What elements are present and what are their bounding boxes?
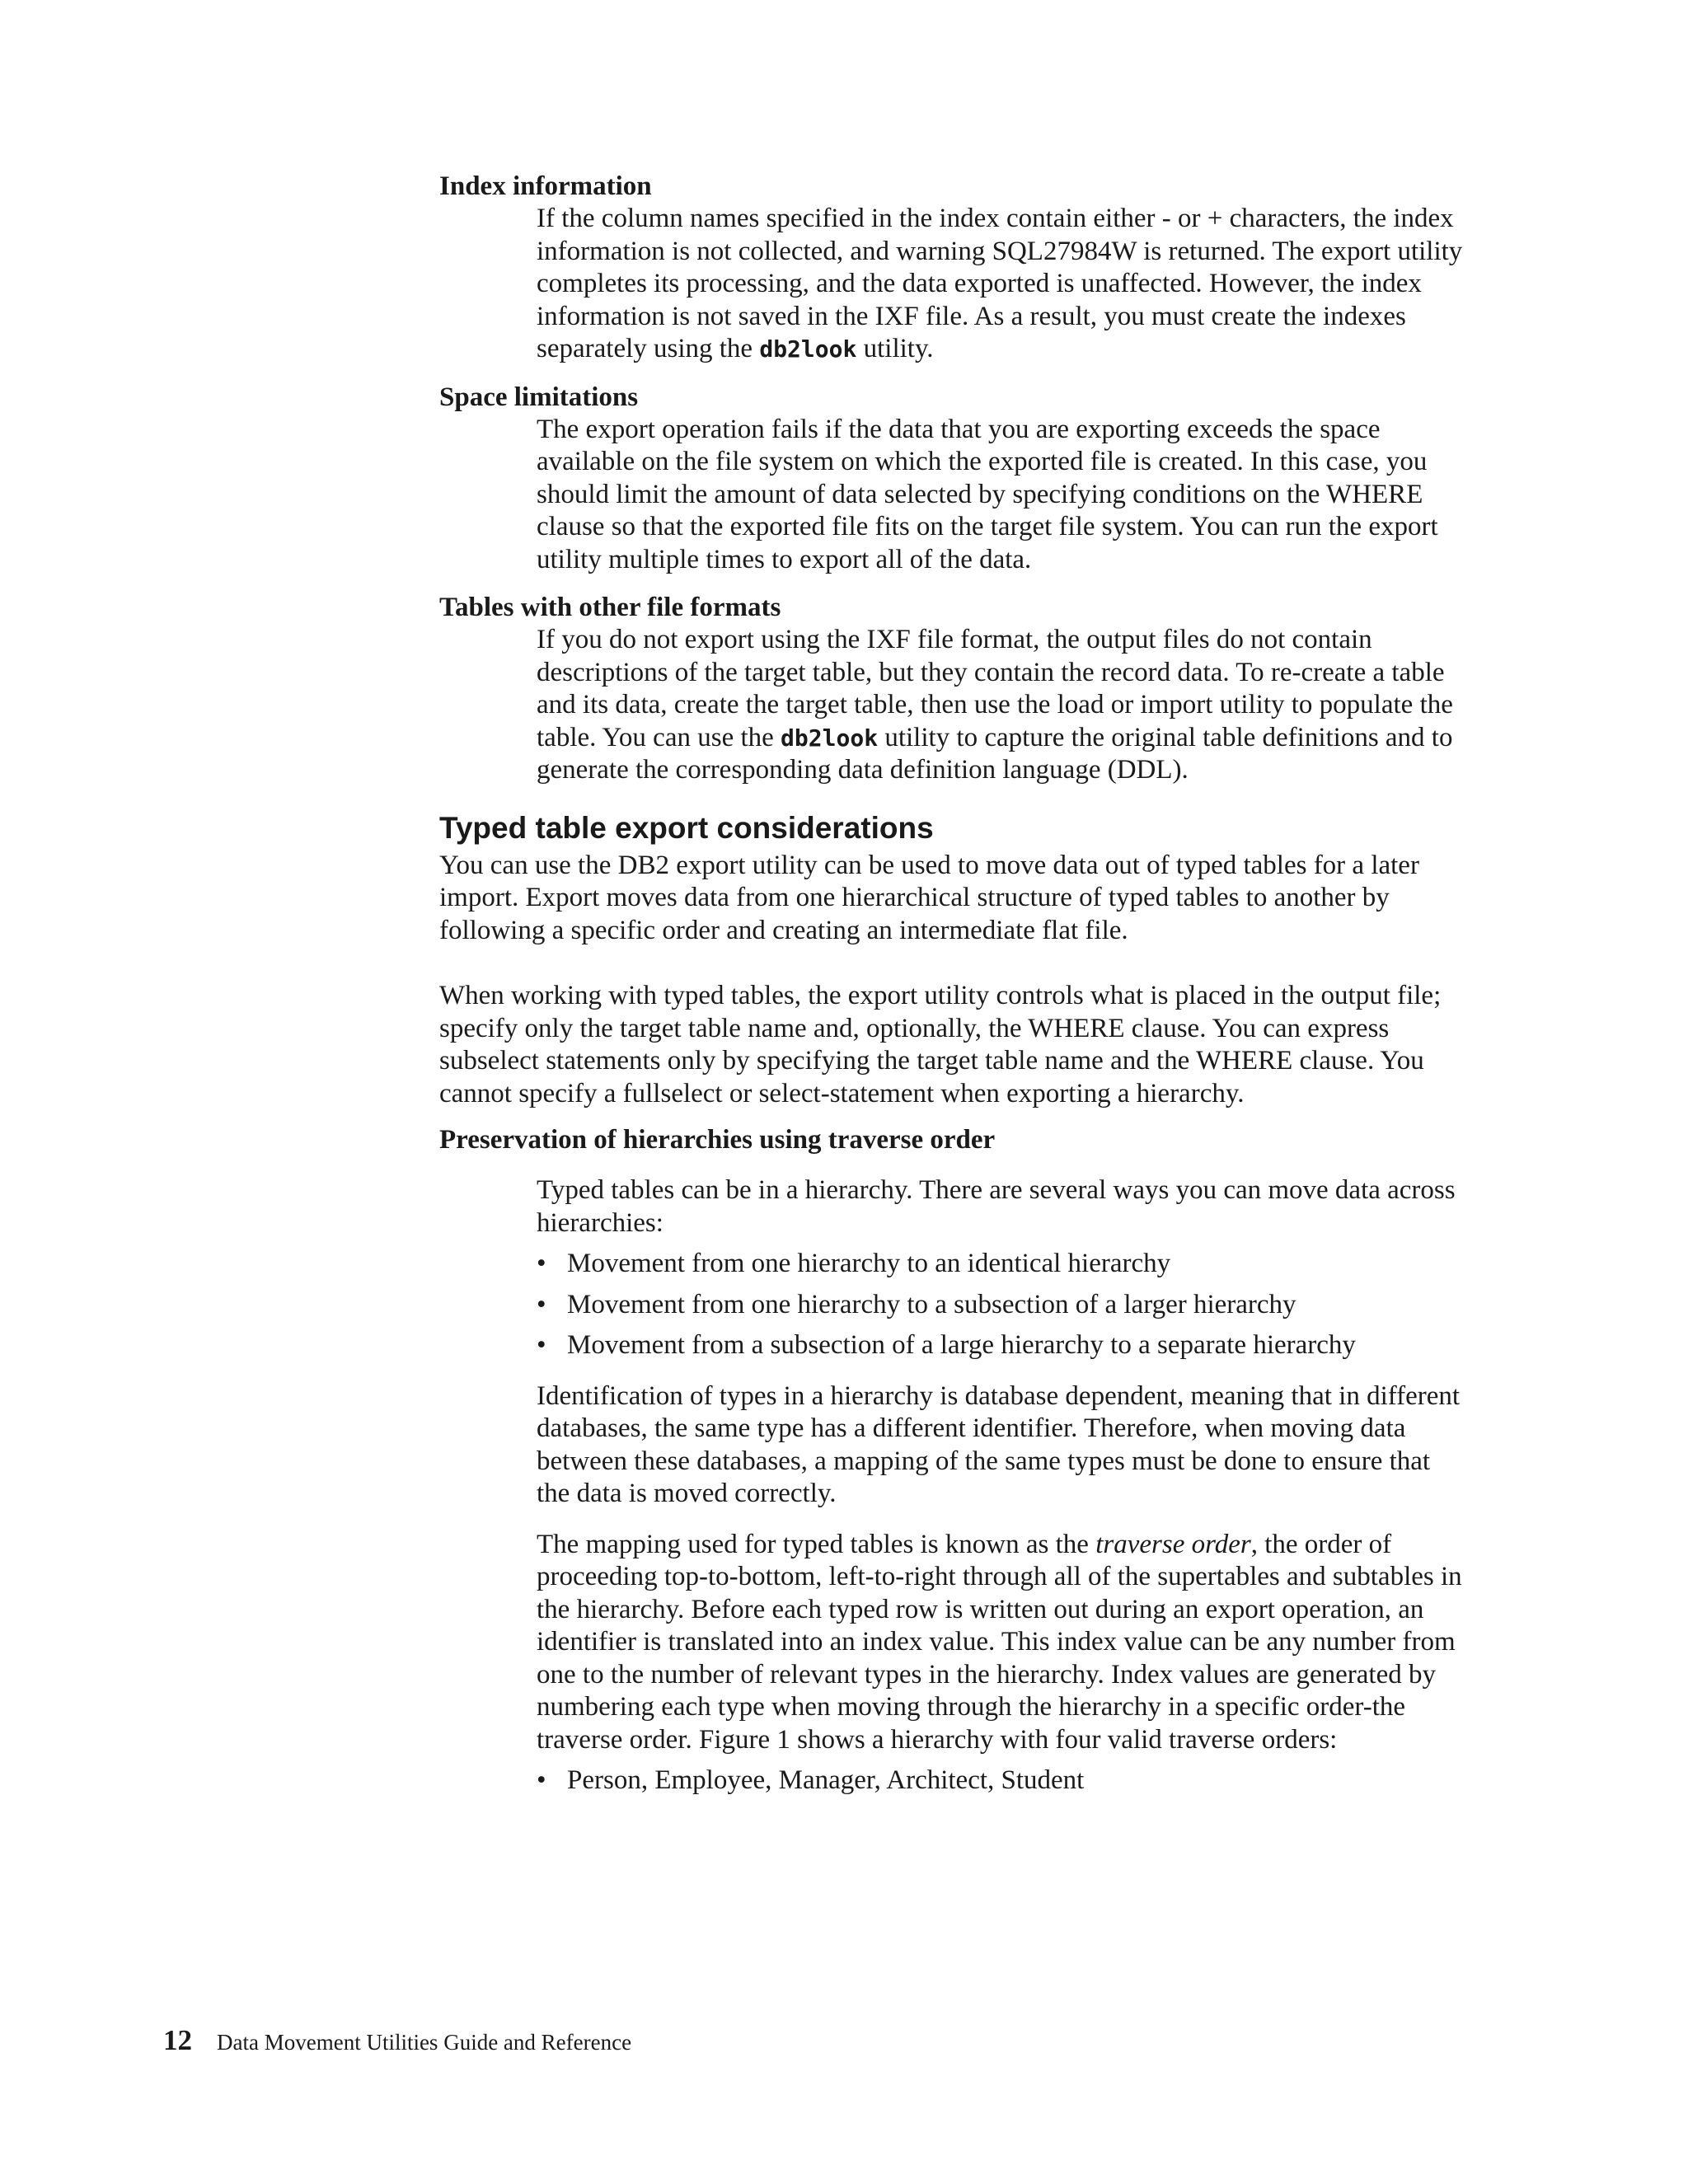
bullet-list bbox=[537, 1248, 1470, 1362]
command-db2look: db2look bbox=[781, 724, 879, 752]
term-index-information: Index information bbox=[439, 171, 652, 201]
text-run: The export operation fails if the data that you are exporting exceeds the space available on the file system on which the exported file is created. In this case, you should limit the amount of data selected by specifying conditions on the WHERE clause so that the exported file fits on the target file system. You can run the export utility multiple times to export all of the data. bbox=[537, 414, 1438, 574]
page-footer bbox=[163, 2024, 631, 2059]
text-run: The mapping used for typed tables is known as the bbox=[537, 1529, 1096, 1559]
list-item: • Movement from one hierarchy to an identical hierarchy bbox=[537, 1248, 1470, 1281]
term-other-file-formats: Tables with other file formats bbox=[439, 593, 781, 622]
list-item: • Movement from one hierarchy to a subsection of a larger hierarchy bbox=[537, 1289, 1470, 1322]
text-run: utility to capture the original table definitions and to generate the corresponding data definition language (DDL). bbox=[537, 722, 1453, 785]
bullet-list bbox=[537, 1765, 1470, 1797]
text-run: , the order of proceeding top-to-bottom, left-to-right through all of the supertables and subtables in the hierarchy. Before each typed row is written out during an export operation, an identifier is translated into an index value. This index value can be any number from one to the number of relevant types in the hierarchy. Index values are generated by numbering each type when moving through the hierarchy in a specific order-the traverse order. Figure 1 shows a hierarchy with four valid traverse orders: bbox=[537, 1529, 1462, 1755]
subsection-paragraph bbox=[537, 1529, 1470, 1757]
list-item: • Movement from a subsection of a large hierarchy to a separate hierarchy bbox=[537, 1329, 1470, 1362]
page-content bbox=[439, 170, 1470, 1806]
italic-term: traverse order bbox=[1095, 1529, 1251, 1559]
text-run: If the column names specified in the index contain either - or + characters, the index information is not collected, and warning SQL27984W is returned. The export utility completes its processing, and the data exported is unaffected. However, the index information is not saved in the IXF file. As a result, you must create the indexes separately using the bbox=[537, 204, 1463, 363]
subsection-intro: Typed tables can be in a hierarchy. There are several ways you can move data across hierarchies: bbox=[537, 1175, 1456, 1238]
command-db2look: db2look bbox=[759, 335, 857, 363]
subsection-body bbox=[537, 1174, 1470, 1797]
page-number: 12 bbox=[163, 2024, 192, 2056]
body-paragraph: You can use the DB2 export utility can be used to move data out of typed tables for a later import. Export moves data from one hierarchical structure of typed tables to another by following a specific order and creating an intermediate flat file. bbox=[439, 850, 1419, 945]
subheading: Preservation of hierarchies using traverse order bbox=[439, 1125, 996, 1155]
list-item: • Person, Employee, Manager, Architect, Student bbox=[537, 1765, 1470, 1797]
body-paragraph: When working with typed tables, the export utility controls what is placed in the output file; specify only the target table name and, optionally, the WHERE clause. You can express subselect statements only by specifying the target table name and the WHERE clause. You cannot specify a fullselect or select-statement when exporting a hierarchy. bbox=[439, 981, 1442, 1108]
term-space-limitations: Space limitations bbox=[439, 382, 639, 412]
definition-other-file-formats bbox=[537, 624, 1470, 787]
text-run: If you do not export using the IXF file format, the output files do not contain descriptions of the target table, but they contain the record data. To re-create a table and its data, create the target table, then use the load or import utility to populate the table. You can use the bbox=[537, 625, 1453, 752]
text-run: utility. bbox=[856, 334, 934, 363]
section-heading: Typed table export considerations bbox=[439, 810, 934, 845]
book-title: Data Movement Utilities Guide and Reference bbox=[217, 2030, 632, 2055]
definition-space-limitations bbox=[537, 414, 1470, 577]
definition-list bbox=[439, 170, 1470, 787]
definition-index-information bbox=[537, 203, 1470, 366]
subsection-paragraph: Identification of types in a hierarchy is database dependent, meaning that in different databases, the same type has a different identifier. Therefore, when moving data between these databases, a mapping of the same types must be done to ensure that the data is moved correctly. bbox=[537, 1380, 1461, 1508]
